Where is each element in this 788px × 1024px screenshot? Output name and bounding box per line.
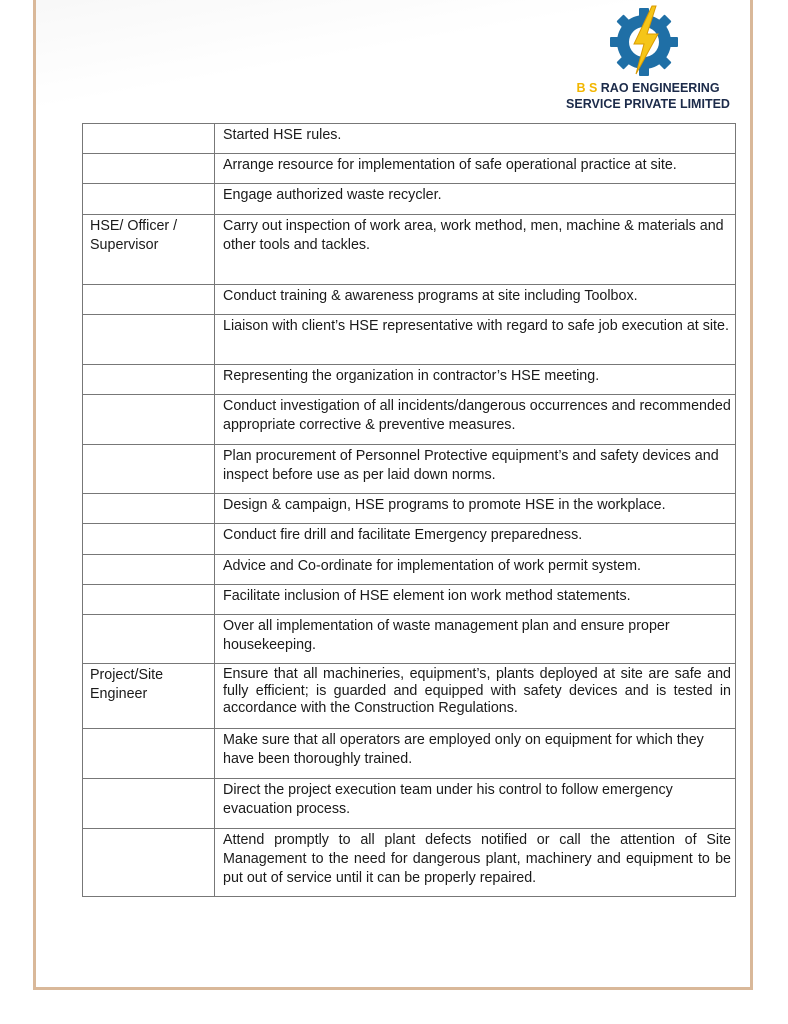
duty-cell: Conduct investigation of all incidents/dangerous occurrences and recommended appropriate corrective & preventive measures.: [215, 395, 736, 445]
table-row: [83, 555, 736, 585]
company-name-line1: RAO ENGINEERING: [600, 81, 720, 95]
duty-cell: Conduct training & awareness programs at site including Toolbox.: [215, 285, 736, 315]
duty-cell: Engage authorized waste recycler.: [215, 184, 736, 215]
role-cell: [83, 585, 215, 615]
duty-cell: Over all implementation of waste management plan and ensure proper housekeeping.: [215, 615, 736, 664]
duty-cell: Facilitate inclusion of HSE element ion work method statements.: [215, 585, 736, 615]
company-name-line2: SERVICE PRIVATE LIMITED: [566, 97, 730, 111]
duty-cell: Liaison with client’s HSE representative with regard to safe job execution at site.: [215, 315, 736, 365]
role-cell: [83, 494, 215, 524]
duty-cell: Conduct fire drill and facilitate Emergency preparedness.: [215, 524, 736, 555]
table-row: [83, 779, 736, 829]
role-cell: [83, 124, 215, 154]
role-cell: [83, 555, 215, 585]
role-cell: [83, 184, 215, 215]
table-row: [83, 585, 736, 615]
role-cell: [83, 365, 215, 395]
table-row: [83, 184, 736, 215]
role-cell: [83, 285, 215, 315]
role-cell: [83, 395, 215, 445]
duty-cell: Advice and Co-ordinate for implementation of work permit system.: [215, 555, 736, 585]
table-row: [83, 729, 736, 779]
duty-cell: Arrange resource for implementation of safe operational practice at site.: [215, 154, 736, 184]
table-row: [83, 395, 736, 445]
role-cell: [83, 315, 215, 365]
table-row: [83, 494, 736, 524]
duty-cell: Started HSE rules.: [215, 124, 736, 154]
role-cell: [83, 524, 215, 555]
role-cell: [83, 779, 215, 829]
role-cell: [83, 445, 215, 494]
table-row: [83, 154, 736, 184]
role-cell: [83, 154, 215, 184]
table-row: [83, 664, 736, 729]
duty-cell: Make sure that all operators are employed only on equipment for which they have been thoroughly trained.: [215, 729, 736, 779]
table-row: [83, 365, 736, 395]
duty-cell: Design & campaign, HSE programs to promote HSE in the workplace.: [215, 494, 736, 524]
duty-cell: Ensure that all machineries, equipment’s, plants deployed at site are safe and fully efficient; is guarded and equipped with safety devices and is tested in accordance with the Construction Regulations.: [215, 664, 736, 729]
role-cell: Project/Site Engineer: [83, 664, 215, 729]
responsibilities-table: [82, 123, 736, 897]
table-row: [83, 829, 736, 897]
table-row: [83, 124, 736, 154]
table-row: [83, 315, 736, 365]
role-cell: [83, 615, 215, 664]
role-cell: [83, 729, 215, 779]
gear-lightning-logo-icon: [606, 4, 682, 80]
role-cell: [83, 829, 215, 897]
duty-cell: Attend promptly to all plant defects notified or call the attention of Site Management to the need for dangerous plant, machinery and equipment to be put out of service until it can be properly repaired.: [215, 829, 736, 897]
duty-cell: Carry out inspection of work area, work method, men, machine & materials and other tools and tackles.: [215, 215, 736, 285]
duty-cell: Direct the project execution team under his control to follow emergency evacuation process.: [215, 779, 736, 829]
role-cell: HSE/ Officer / Supervisor: [83, 215, 215, 285]
company-initials: B S: [576, 81, 598, 95]
company-name: [548, 80, 748, 112]
table-row: [83, 215, 736, 285]
duty-cell: Plan procurement of Personnel Protective equipment’s and safety devices and inspect before use as per laid down norms.: [215, 445, 736, 494]
table-row: [83, 285, 736, 315]
table-row: [83, 524, 736, 555]
table-row: [83, 615, 736, 664]
duty-cell: Representing the organization in contractor’s HSE meeting.: [215, 365, 736, 395]
table-row: [83, 445, 736, 494]
